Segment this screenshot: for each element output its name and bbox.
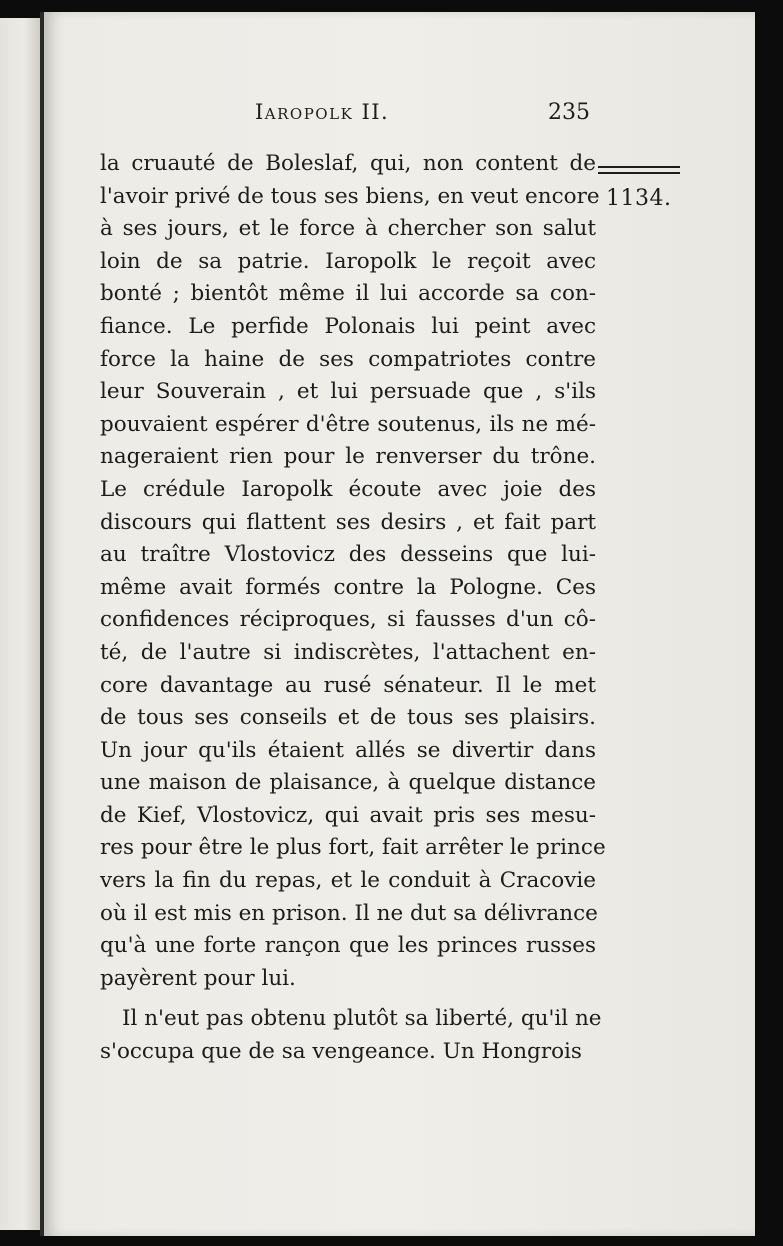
page-number: 235 bbox=[548, 100, 590, 125]
text-line: l'avoir privé de tous ses biens, en veut encore bbox=[100, 183, 600, 209]
margin-rule-top bbox=[598, 166, 680, 168]
margin-year: 1134. bbox=[606, 186, 672, 211]
text-line: leur Souverain , et lui persuade que , s'ils bbox=[100, 379, 596, 405]
text-line: où il est mis en prison. Il ne dut sa délivrance bbox=[100, 900, 598, 926]
text-line: force la haine de ses compatriotes contre bbox=[100, 346, 596, 372]
text-line: payèrent pour lui. bbox=[100, 965, 296, 991]
text-line: Un jour qu'ils étaient allés se divertir dans bbox=[100, 737, 596, 763]
text-line: même avait formés contre la Pologne. Ces bbox=[100, 574, 596, 600]
previous-page-edge bbox=[0, 18, 40, 1230]
text-line: Il n'eut pas obtenu plutôt sa liberté, qu'il ne bbox=[122, 1006, 602, 1032]
text-line: une maison de plaisance, à quelque distance bbox=[100, 770, 596, 796]
text-line: discours qui flattent ses desirs , et fait part bbox=[100, 509, 596, 535]
text-line: fiance. Le perfide Polonais lui peint avec bbox=[100, 313, 596, 339]
paragraph bbox=[100, 1003, 602, 1068]
margin-rule-bottom bbox=[598, 172, 680, 174]
text-line: à ses jours, et le force à chercher son salut bbox=[100, 216, 596, 242]
text-line: loin de sa patrie. Iaropolk le reçoit avec bbox=[100, 248, 596, 274]
text-line: té, de l'autre si indiscrètes, l'attachent en- bbox=[100, 639, 596, 665]
running-head-title: Iaropolk II. bbox=[255, 100, 390, 124]
text-line: Le crédule Iaropolk écoute avec joie des bbox=[100, 476, 596, 502]
text-line: res pour être le plus fort, fait arrêter le prince bbox=[100, 835, 606, 861]
text-line: la cruauté de Boleslaf, qui, non content de bbox=[100, 151, 596, 176]
text-line: vers la fin du repas, et le conduit à Cracovie bbox=[100, 868, 596, 894]
text-line: au traître Vlostovicz des desseins que lui- bbox=[100, 542, 596, 568]
paragraph-gap bbox=[100, 995, 596, 1003]
text-line: de tous ses conseils et de tous ses plaisirs. bbox=[100, 705, 596, 731]
text-line: pouvaient espérer d'être soutenus, ils ne mé- bbox=[100, 411, 596, 437]
text-line: bonté ; bientôt même il lui accorde sa con- bbox=[100, 281, 596, 307]
text-line: nageraient rien pour le renverser du trône. bbox=[100, 444, 596, 470]
text-line: qu'à une forte rançon que les princes russes bbox=[100, 933, 596, 959]
text-line: de Kief, Vlostovicz, qui avait pris ses mesu- bbox=[100, 802, 596, 828]
text-line: core davantage au rusé sénateur. Il le met bbox=[100, 672, 596, 698]
body-text bbox=[100, 148, 606, 1069]
text-line: s'occupa que de sa vengeance. Un Hongrois bbox=[100, 1039, 582, 1065]
paragraph bbox=[100, 148, 606, 995]
text-line: confidences réciproques, si fausses d'un cô- bbox=[100, 607, 596, 633]
